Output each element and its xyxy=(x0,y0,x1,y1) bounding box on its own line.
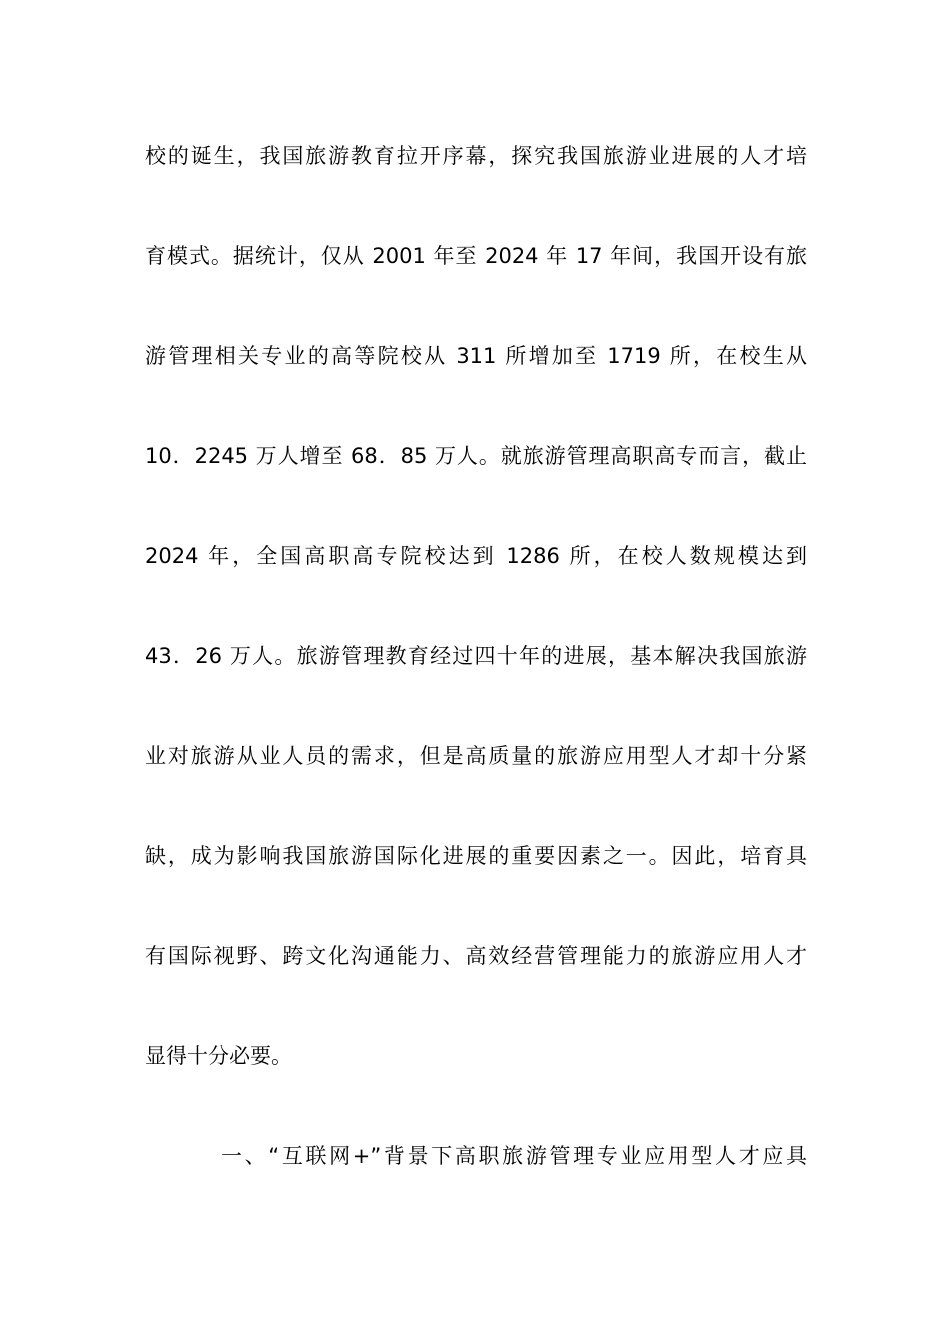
paragraph-line: 业对旅游从业人员的需求，但是高质量的旅游应用型人才却十分紧 xyxy=(145,744,807,768)
paragraph-line: 校的诞生，我国旅游教育拉开序幕，探究我国旅游业进展的人才培 xyxy=(145,144,807,168)
paragraph-line: 有国际视野、跨文化沟通能力、高效经营管理能力的旅游应用人才 xyxy=(145,944,807,968)
paragraph-line: 育模式。据统计，仅从 2001 年至 2024 年 17 年间，我国开设有旅 xyxy=(145,244,807,268)
paragraph-line: 43．26 万人。旅游管理教育经过四十年的进展，基本解决我国旅游 xyxy=(145,644,807,668)
body-text xyxy=(145,134,807,1234)
paragraph-line: 缺，成为影响我国旅游国际化进展的重要因素之一。因此，培育具 xyxy=(145,844,807,868)
paragraph-line: 10．2245 万人增至 68．85 万人。就旅游管理高职高专而言，截止 xyxy=(145,444,807,468)
paragraph-line: 游管理相关专业的高等院校从 311 所增加至 1719 所，在校生从 xyxy=(145,344,807,368)
paragraph-line-last: 显得十分必要。 xyxy=(145,1044,292,1068)
paragraph-line: 2024 年，全国高职高专院校达到 1286 所，在校人数规模达到 xyxy=(145,544,807,568)
section-heading: 一、“互联网+”背景下高职旅游管理专业应用型人才应具 xyxy=(221,1144,807,1168)
